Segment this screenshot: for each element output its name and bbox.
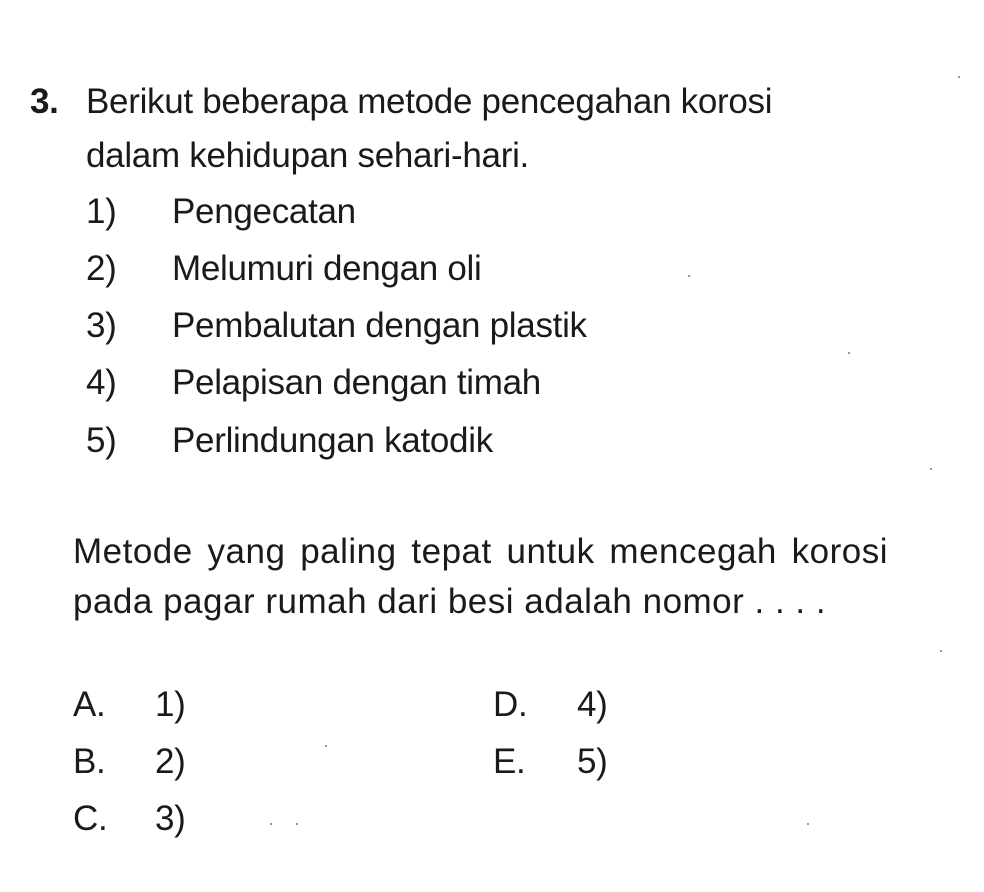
scan-speck [848,352,850,354]
method-item-text: Perlindungan katodik [172,421,493,460]
option-c-letter[interactable]: C. [73,799,108,838]
method-item-text: Pembalutan dengan plastik [172,306,587,345]
method-item-text: Pelapisan dengan timah [172,363,541,402]
option-d-value[interactable]: 4) [577,685,608,724]
option-e-letter[interactable]: E. [493,742,526,781]
method-item-number: 4) [86,363,117,402]
scan-speck [325,745,327,747]
question-stem-line2: dalam kehidupan sehari-hari. [86,136,529,175]
scan-speck [296,823,298,825]
method-item-number: 5) [86,421,117,460]
option-b-value[interactable]: 2) [155,742,186,781]
method-item-text: Melumuri dengan oli [172,249,482,288]
option-d-letter[interactable]: D. [493,685,528,724]
method-item-number: 3) [86,306,117,345]
scan-speck [940,650,942,652]
method-item-text: Pengecatan [172,192,356,231]
question-number: 3. [30,82,59,121]
option-c-value[interactable]: 3) [155,799,186,838]
scan-speck [688,275,690,277]
scan-speck [807,823,809,825]
question-stem-line1: Berikut beberapa metode pencegahan korosi [86,82,773,121]
scan-speck [930,468,932,470]
option-a-value[interactable]: 1) [155,685,186,724]
option-e-value[interactable]: 5) [577,742,608,781]
option-a-letter[interactable]: A. [73,685,106,724]
method-item-number: 1) [86,192,117,231]
scan-speck [270,823,272,825]
scan-speck [958,76,960,78]
question-prompt: Metode yang paling tepat untuk mencegah korosi pada pagar rumah dari besi adalah nomor . . . . [73,532,888,621]
method-item-number: 2) [86,249,117,288]
option-b-letter[interactable]: B. [73,742,106,781]
